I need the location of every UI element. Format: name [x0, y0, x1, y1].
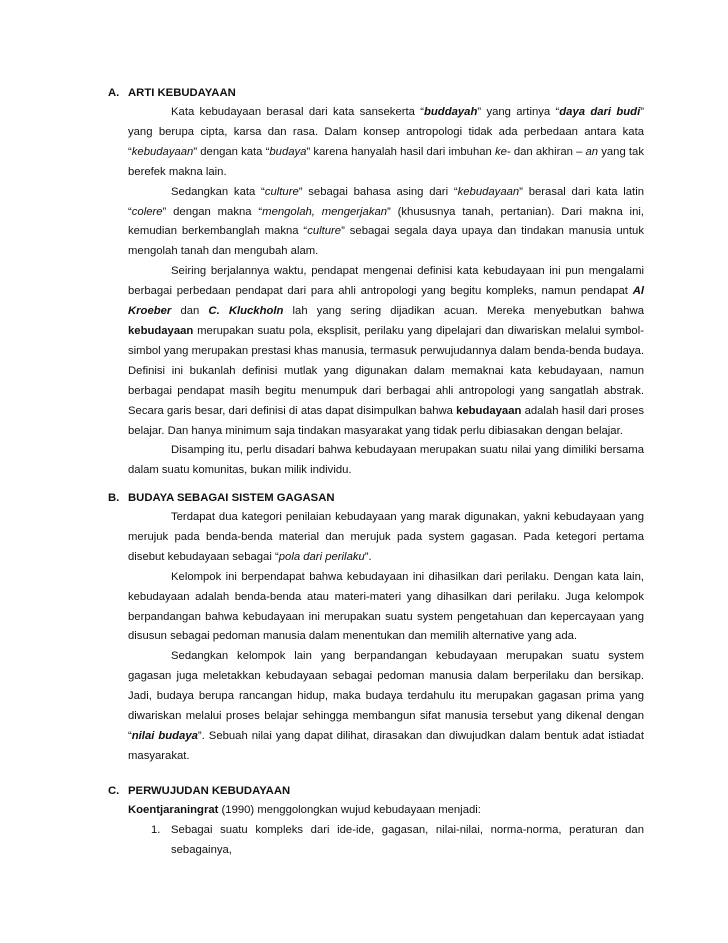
section-letter: A. [108, 87, 120, 99]
section-heading [108, 83, 644, 103]
section-title: ARTI KEBUDAYAAN [128, 87, 236, 99]
section-title: BUDAYA SEBAGAI SISTEM GAGASAN [128, 492, 335, 504]
section-letter: B. [108, 492, 120, 504]
section-heading [108, 488, 644, 508]
section-b [108, 488, 644, 767]
paragraph: Sedangkan kata “culture” sebagai bahasa asing dari “kebudayaan” berasal dari kata latin “colere” dengan makna “mengolah, mengerjakan” (khususnya tanah, pertanian). Dari makna ini, kemudian berkembanglah makna “culture” sebagai segala daya upaya dan tindakan manusia untuk mengolah tanah dan mengubah alam. [128, 185, 644, 258]
section-a [108, 83, 644, 481]
section-body [128, 508, 644, 767]
paragraph: Koentjaraningrat (1990) menggolongkan wujud kebudayaan menjadi: [128, 804, 481, 816]
section-body [128, 103, 644, 481]
section-heading [108, 781, 644, 801]
section-c [108, 781, 644, 861]
list-item: 1. Sebagai suatu kompleks dari ide-ide, gagasan, nilai-nilai, norma-norma, peraturan dan sebagainya, [151, 823, 644, 856]
paragraph: Terdapat dua kategori penilaian kebudayaan yang marak digunakan, yakni kebudayaan yang merujuk pada benda-benda material dan merujuk pada system gagasan. Pada ketegori pertama disebut kebudayaan sebagai “pola dari perilaku”. [128, 511, 644, 563]
numbered-list [128, 821, 644, 861]
section-letter: C. [108, 785, 120, 797]
section-body [128, 801, 644, 861]
paragraph: Kata kebudayaan berasal dari kata sansekerta “buddayah” yang artinya “daya dari budi” yang berupa cipta, karsa dan rasa. Dalam konsep antropologi tidak ada perbedaan antara kata “kebudayaan” dengan kata “budaya” karena hanyalah hasil dari imbuhan ke- dan akhiran – an yang tak berefek makna lain. [128, 106, 644, 178]
paragraph: Sedangkan kelompok lain yang berpandangan kebudayaan merupakan suatu system gagasan juga meletakkan kebudayaan sebagai pedoman manusia dalam berperilaku dan bersikap. Jadi, budaya berupa rancangan hidup, maka budaya terdahulu itu merupakan gagasan prima yang diwariskan melalui proses belajar sehingga membangun sifat manusia tersebut yang dikenal dengan “nilai budaya”. Sebuah nilai yang dapat dilihat, dirasakan dan diwujudkan dalam bentuk adat istiadat masyarakat. [128, 650, 644, 762]
paragraph: Seiring berjalannya waktu, pendapat mengenai definisi kata kebudayaan ini pun mengalami berbagai perbedaan pendapat dari para ahli antropologi yang begitu kompleks, namun pendapat Al Kroeber dan C. Kluckholn lah yang sering dijadikan acuan. Mereka menyebutkan bahwa kebudayaan merupakan suatu pola, eksplisit, perilaku yang dipelajari dan diwariskan melalui symbol-simbol yang merupakan prestasi khas manusia, termasuk perwujudannya dalam benda-benda budaya. Definisi ini bukanlah definisi mutlak yang digunakan dalam memaknai kata kebudayaan, namun berbagai pendapat masih begitu menumpuk dari berbagai ahli antropologi yang sangatlah abstrak. Secara garis besar, dari definisi di atas dapat disimpulkan bahwa kebudayaan adalah hasil dari proses belajar. Dan hanya minimum saja tindakan masyarakat yang tidak perlu dibiasakan dengan belajar. [128, 265, 644, 437]
paragraph: Disamping itu, perlu disadari bahwa kebudayaan merupakan suatu nilai yang dimiliki bersama dalam suatu komunitas, bukan milik individu. [128, 444, 644, 477]
section-title: PERWUJUDAN KEBUDAYAAN [128, 785, 291, 797]
paragraph: Kelompok ini berpendapat bahwa kebudayaan ini dihasilkan dari perilaku. Dengan kata lain, kebudayaan adalah benda-benda atau materi-materi yang dihasilkan dari perilaku. Juga kelompok berpandangan bahwa kebudayaan ini merupakan suatu system pengetahuan dan kepercayaan yang disusun sebagai pedoman manusia dalam menentukan dan memilih alternative yang ada. [128, 570, 644, 643]
